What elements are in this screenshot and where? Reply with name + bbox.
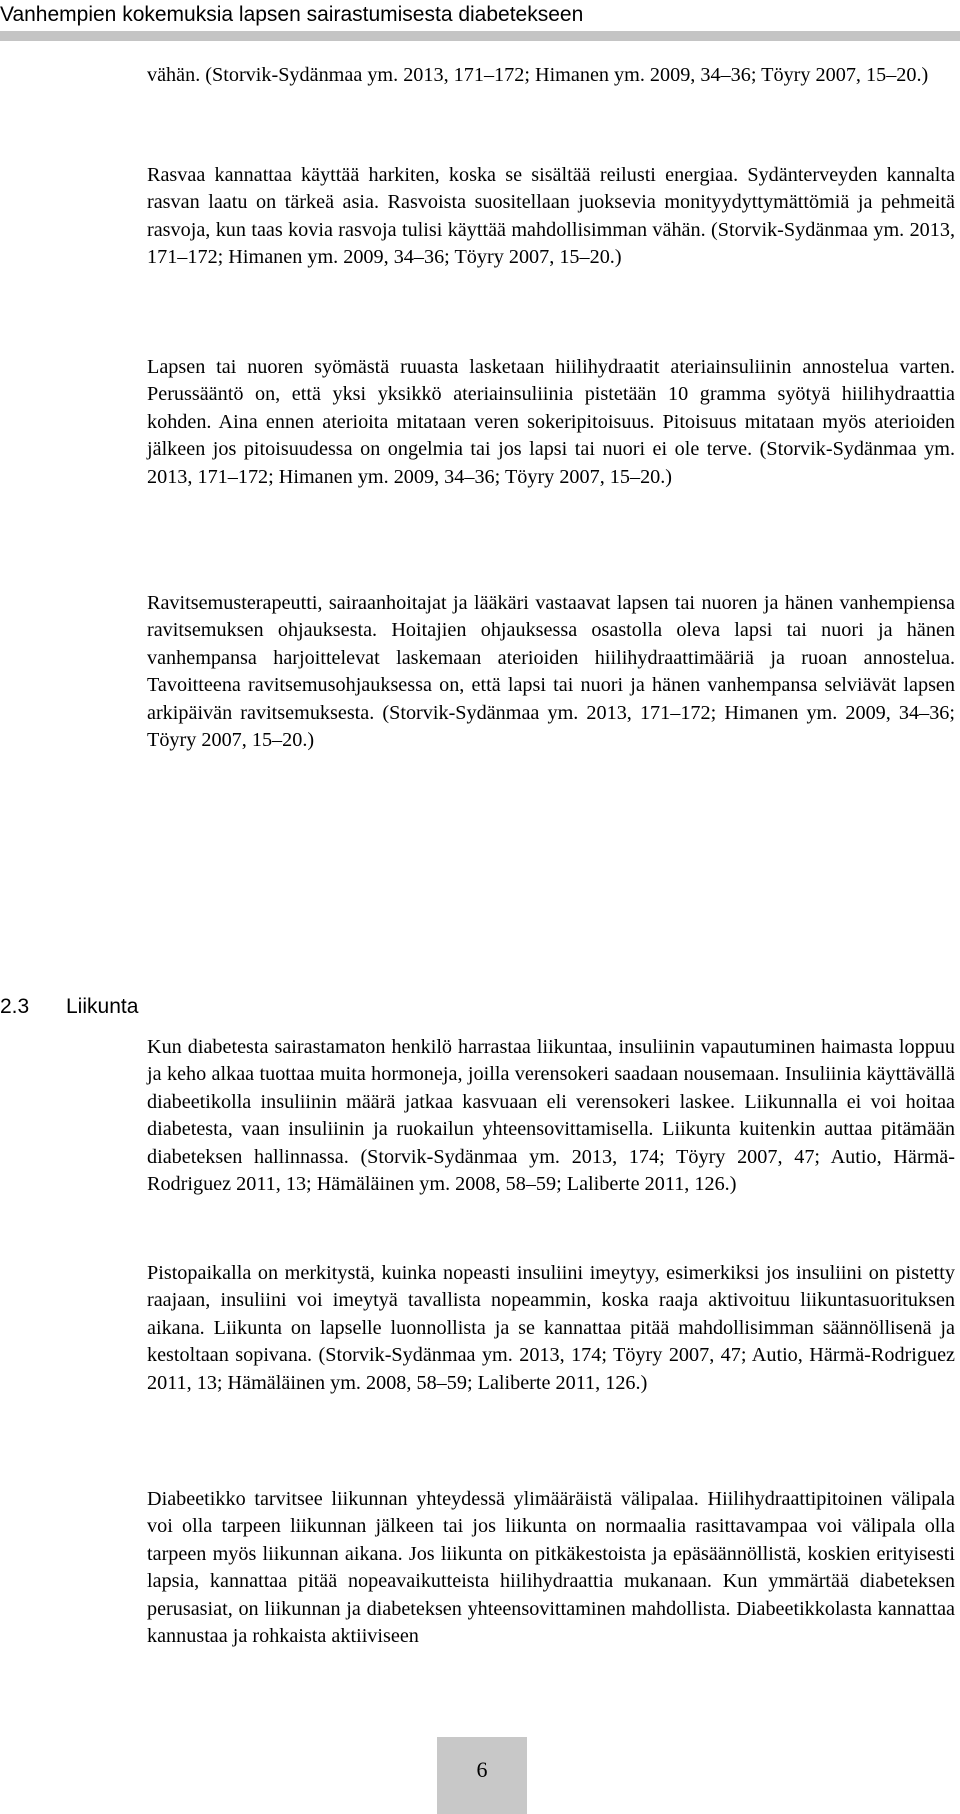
running-header [0, 0, 960, 30]
paragraph-nutrition-guidance: Ravitsemusterapeutti, sairaanhoitajat ja lääkäri vastaavat lapsen tai nuoren ja hänen vanhempiensa ravitsemuksen ohjauksesta. Hoitajien ohjauksessa osastolla oleva lapsi tai nuori ja hänen vanhempansa harjoittelevat laskemaan aterioiden hiilihydraattimääriä ja ruoan annostelua. Tavoitteena ravitsemusohjauksessa on, että lapsi tai nuori ja hänen vanhempansa selviävät lapsen arkipäivän ravitsemuksesta. (Storvik-Sydänmaa ym. 2013, 171–172; Himanen ym. 2009, 34–36; Töyry 2007, 15–20.) [147, 592, 955, 752]
header-rule [0, 31, 960, 41]
section-title: Liikunta [66, 995, 139, 1018]
paragraph-fats: Rasvaa kannattaa käyttää harkiten, koska se sisältää reilusti energiaa. Sydänterveyden kannalta rasvan laatu on tärkeä asia. Rasvoista suositellaan juoksevia monityydyttymättömiä ja pehmeitä rasvoja, kun taas kovia rasvoja tulisi käyttää mahdollisimman vähän. (Storvik-Sydänmaa ym. 2013, 171–172; Himanen ym. 2009, 34–36; Töyry 2007, 15–20.) [147, 164, 955, 269]
paragraph-carbohydrate-counting: Lapsen tai nuoren syömästä ruuasta lasketaan hiilihydraatit ateriainsuliinin annostelua varten. Perussääntö on, että yksi yksikkö ateriainsuliinia pistetään 10 gramma syötyä hiilihydraattia kohden. Aina ennen aterioita mitataan veren sokeripitoisuus. Pitoisuus mitataan myös aterioiden jälkeen jos pitoisuudessa on ongelmia tai jos lapsi tai nuori ei ole terve. (Storvik-Sydänmaa ym. 2013, 171–172; Himanen ym. 2009, 34–36; Töyry 2007, 15–20.) [147, 356, 955, 488]
paragraph-injection-site: Pistopaikalla on merkitystä, kuinka nopeasti insuliini imeytyy, esimerkiksi jos insuliini on pistetty raajaan, insuliini voi imeytyä tavallista nopeammin, koska raaja aktivoituu liikuntasuorituksen aikana. Liikunta on lapselle luonnollista ja se kannattaa pitää mahdollisimman säännöllisenä ja kestoltaan sopivana. (Storvik-Sydänmaa ym. 2013, 174; Töyry 2007, 47; Autio, Härmä-Rodriguez 2011, 13; Hämäläinen ym. 2008, 58–59; Laliberte 2011, 126.) [147, 1262, 955, 1394]
section-number: 2.3 [0, 995, 30, 1018]
paragraph-exercise-insulin: Kun diabetesta sairastamaton henkilö harrastaa liikuntaa, insuliinin vapautuminen haimasta loppuu ja keho alkaa tuottaa muita hormoneja, joilla verensokeri saadaan nousemaan. Insuliinia käyttävällä diabeetikolla insuliinin määrä jatkaa kasvuaan eli verensokeri laskee. Liikunnalla ei voi hoitaa diabetesta, vaan insuliinin ja ruokailun yhteensovittamisella. Liikunta kuitenkin auttaa pitämään diabeteksen hallinnassa. (Storvik-Sydänmaa ym. 2013, 174; Töyry 2007, 47; Autio, Härmä-Rodriguez 2011, 13; Hämäläinen ym. 2008, 58–59; Laliberte 2011, 126.) [147, 1036, 955, 1196]
page-number: 6 [476, 1757, 488, 1782]
paragraph-citation-continuation: vähän. (Storvik-Sydänmaa ym. 2013, 171–172; Himanen ym. 2009, 34–36; Töyry 2007, 15–20.) [147, 64, 929, 86]
section-heading [0, 995, 138, 1019]
paragraph-snacks: Diabeetikko tarvitsee liikunnan yhteydessä ylimääräistä välipalaa. Hiilihydraattipitoinen välipala voi olla tarpeen liikunnan jälkeen tai jos liikunta on normaalia rasittavampaa voi välipala olla tarpeen myös liikunnan aikana. Jos liikunta on pitkäkestoista ja epäsäännöllistä, koskien erityisesti lapsia, kannattaa pitää nopeavaikutteista hiilihydraattia mukanaan. Kun ymmärtää diabeteksen perusasiat, on liikunnan ja diabeteksen yhteensovittaminen mahdollista. Diabeetikkolasta kannattaa kannustaa ja rohkaista aktiiviseen [147, 1488, 955, 1648]
page-number-box [437, 1737, 527, 1814]
document-title: Vanhempien kokemuksia lapsen sairastumisesta diabetekseen [0, 3, 584, 26]
